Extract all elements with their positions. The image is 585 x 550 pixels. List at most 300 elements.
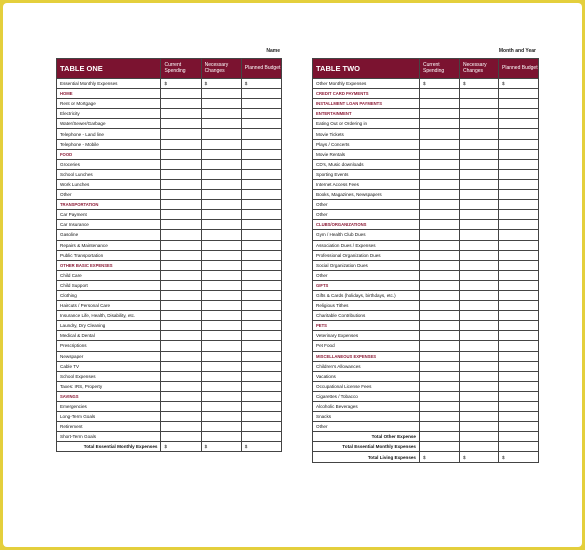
planned-budget-cell[interactable] xyxy=(241,240,281,250)
planned-budget-cell[interactable]: $ xyxy=(499,452,539,462)
planned-budget-cell[interactable] xyxy=(499,210,539,220)
planned-budget-cell[interactable] xyxy=(499,250,539,260)
row-label: Other xyxy=(313,270,420,280)
current-spending-cell[interactable] xyxy=(420,240,460,250)
necessary-changes-cell[interactable] xyxy=(201,240,241,250)
current-spending-cell[interactable] xyxy=(420,190,460,200)
planned-budget-cell[interactable] xyxy=(499,260,539,270)
necessary-changes-cell[interactable] xyxy=(201,169,241,179)
current-spending-cell[interactable] xyxy=(420,412,460,422)
current-spending-cell[interactable] xyxy=(161,311,201,321)
planned-budget-cell[interactable] xyxy=(241,402,281,412)
planned-budget-cell[interactable]: $ xyxy=(241,79,281,89)
planned-budget-cell[interactable] xyxy=(241,290,281,300)
current-spending-cell[interactable] xyxy=(161,290,201,300)
planned-budget-cell[interactable] xyxy=(241,422,281,432)
total-row xyxy=(313,432,539,442)
current-spending-cell[interactable] xyxy=(420,361,460,371)
row-label: Haircuts / Personal Care xyxy=(57,301,161,311)
planned-budget-cell[interactable] xyxy=(499,159,539,169)
necessary-changes-cell[interactable] xyxy=(201,139,241,149)
current-spending-cell[interactable] xyxy=(161,351,201,361)
current-spending-cell[interactable] xyxy=(420,220,460,230)
necessary-changes-cell[interactable] xyxy=(201,220,241,230)
table-row xyxy=(313,290,539,300)
current-spending-cell[interactable] xyxy=(420,89,460,99)
section-row xyxy=(57,391,282,401)
necessary-changes-cell[interactable] xyxy=(460,200,499,210)
necessary-changes-cell[interactable] xyxy=(201,311,241,321)
planned-budget-cell[interactable] xyxy=(499,169,539,179)
necessary-changes-cell[interactable] xyxy=(201,391,241,401)
planned-budget-cell[interactable] xyxy=(241,280,281,290)
section-heading: PETS xyxy=(313,321,420,331)
current-spending-cell[interactable] xyxy=(161,371,201,381)
necessary-changes-cell[interactable] xyxy=(460,290,499,300)
current-spending-cell[interactable] xyxy=(420,139,460,149)
planned-budget-cell[interactable] xyxy=(499,99,539,109)
planned-budget-cell[interactable] xyxy=(241,311,281,321)
current-spending-cell[interactable] xyxy=(161,220,201,230)
planned-budget-cell[interactable] xyxy=(499,109,539,119)
current-spending-cell[interactable] xyxy=(420,371,460,381)
current-spending-cell[interactable] xyxy=(420,391,460,401)
table-row xyxy=(57,321,282,331)
necessary-changes-cell[interactable] xyxy=(460,119,499,129)
name-line xyxy=(56,45,280,59)
planned-budget-cell[interactable] xyxy=(499,270,539,280)
current-spending-cell[interactable] xyxy=(161,119,201,129)
necessary-changes-cell[interactable] xyxy=(460,220,499,230)
col-current-spending: Current Spending xyxy=(161,59,201,79)
section-heading: INSTALLMENT LOAN PAYMENTS xyxy=(313,99,420,109)
planned-budget-cell[interactable] xyxy=(499,391,539,401)
current-spending-cell[interactable] xyxy=(161,159,201,169)
necessary-changes-cell[interactable] xyxy=(460,260,499,270)
row-label: Child Care xyxy=(57,270,161,280)
current-spending-cell[interactable] xyxy=(161,99,201,109)
section-heading: GIFTS xyxy=(313,280,420,290)
necessary-changes-cell[interactable] xyxy=(201,250,241,260)
planned-budget-cell[interactable] xyxy=(499,331,539,341)
necessary-changes-cell[interactable]: $ xyxy=(201,442,241,452)
table-one-title: TABLE ONE xyxy=(57,59,161,79)
row-label: Telephone - Mobile xyxy=(57,139,161,149)
current-spending-cell[interactable]: $ xyxy=(161,442,201,452)
table-row xyxy=(313,250,539,260)
necessary-changes-cell[interactable] xyxy=(201,371,241,381)
table-row xyxy=(313,391,539,401)
necessary-changes-cell[interactable] xyxy=(460,169,499,179)
necessary-changes-cell[interactable] xyxy=(460,89,499,99)
necessary-changes-cell[interactable] xyxy=(201,381,241,391)
necessary-changes-cell[interactable] xyxy=(201,341,241,351)
current-spending-cell[interactable] xyxy=(161,129,201,139)
planned-budget-cell[interactable] xyxy=(499,230,539,240)
planned-budget-cell[interactable] xyxy=(241,159,281,169)
row-label: Sporting Events xyxy=(313,169,420,179)
necessary-changes-cell[interactable] xyxy=(460,331,499,341)
planned-budget-cell[interactable] xyxy=(241,321,281,331)
current-spending-cell[interactable] xyxy=(161,139,201,149)
necessary-changes-cell[interactable] xyxy=(460,250,499,260)
planned-budget-cell[interactable] xyxy=(241,109,281,119)
current-spending-cell[interactable] xyxy=(420,270,460,280)
current-spending-cell[interactable]: $ xyxy=(420,452,460,462)
planned-budget-cell[interactable] xyxy=(241,230,281,240)
section-row xyxy=(57,89,282,99)
planned-budget-cell[interactable] xyxy=(241,139,281,149)
current-spending-cell[interactable] xyxy=(161,109,201,119)
current-spending-cell[interactable] xyxy=(420,260,460,270)
planned-budget-cell[interactable] xyxy=(499,220,539,230)
section-heading: CLUBS/ORGANIZATIONS xyxy=(313,220,420,230)
planned-budget-cell[interactable] xyxy=(241,391,281,401)
necessary-changes-cell[interactable] xyxy=(201,210,241,220)
current-spending-cell[interactable] xyxy=(161,210,201,220)
table-row xyxy=(313,402,539,412)
necessary-changes-cell[interactable] xyxy=(460,442,499,452)
necessary-changes-cell[interactable] xyxy=(460,190,499,200)
necessary-changes-cell[interactable] xyxy=(460,351,499,361)
planned-budget-cell[interactable] xyxy=(241,270,281,280)
current-spending-cell[interactable] xyxy=(161,341,201,351)
current-spending-cell[interactable] xyxy=(161,321,201,331)
total-row xyxy=(57,442,282,452)
planned-budget-cell[interactable] xyxy=(241,149,281,159)
total-row xyxy=(313,442,539,452)
planned-budget-cell[interactable] xyxy=(241,119,281,129)
current-spending-cell[interactable] xyxy=(420,381,460,391)
necessary-changes-cell[interactable] xyxy=(460,139,499,149)
planned-budget-cell[interactable] xyxy=(241,169,281,179)
necessary-changes-cell[interactable] xyxy=(460,159,499,169)
table-row xyxy=(313,301,539,311)
necessary-changes-cell[interactable] xyxy=(460,321,499,331)
row-label: Other xyxy=(313,200,420,210)
planned-budget-cell[interactable] xyxy=(241,351,281,361)
necessary-changes-cell[interactable] xyxy=(460,230,499,240)
col-planned-budget: Planned Budget xyxy=(499,59,539,79)
necessary-changes-cell[interactable] xyxy=(460,402,499,412)
row-label: Veterinary Expenses xyxy=(313,331,420,341)
section-heading: OTHER BASIC EXPENSES xyxy=(57,260,161,270)
planned-budget-cell[interactable] xyxy=(499,321,539,331)
necessary-changes-cell[interactable] xyxy=(201,402,241,412)
current-spending-cell[interactable] xyxy=(420,422,460,432)
current-spending-cell[interactable] xyxy=(420,341,460,351)
planned-budget-cell[interactable] xyxy=(499,149,539,159)
planned-budget-cell[interactable] xyxy=(499,422,539,432)
current-spending-cell[interactable] xyxy=(420,119,460,129)
row-label: Essential Monthly Expenses xyxy=(57,79,161,89)
table-row xyxy=(57,109,282,119)
current-spending-cell[interactable] xyxy=(161,179,201,189)
month-year-line xyxy=(312,45,536,59)
row-label: Occupational License Fees xyxy=(313,381,420,391)
section-row xyxy=(313,109,539,119)
necessary-changes-cell[interactable] xyxy=(201,270,241,280)
planned-budget-cell[interactable] xyxy=(499,432,539,442)
necessary-changes-cell[interactable] xyxy=(201,190,241,200)
table-row xyxy=(313,139,539,149)
table-row xyxy=(313,260,539,270)
necessary-changes-cell[interactable] xyxy=(460,412,499,422)
current-spending-cell[interactable] xyxy=(420,109,460,119)
current-spending-cell[interactable] xyxy=(420,230,460,240)
current-spending-cell[interactable] xyxy=(161,260,201,270)
current-spending-cell[interactable] xyxy=(420,301,460,311)
planned-budget-cell[interactable] xyxy=(241,381,281,391)
planned-budget-cell[interactable] xyxy=(241,220,281,230)
planned-budget-cell[interactable] xyxy=(499,442,539,452)
table-row xyxy=(57,270,282,280)
row-label: Total Other Expense xyxy=(313,432,420,442)
current-spending-cell[interactable] xyxy=(161,149,201,159)
current-spending-cell[interactable] xyxy=(420,159,460,169)
necessary-changes-cell[interactable] xyxy=(460,381,499,391)
planned-budget-cell[interactable] xyxy=(499,200,539,210)
necessary-changes-cell[interactable] xyxy=(201,422,241,432)
table-row xyxy=(313,149,539,159)
planned-budget-cell[interactable] xyxy=(241,331,281,341)
table-row xyxy=(57,79,282,89)
necessary-changes-cell[interactable] xyxy=(201,179,241,189)
current-spending-cell[interactable] xyxy=(420,179,460,189)
table-row xyxy=(57,331,282,341)
current-spending-cell[interactable] xyxy=(420,250,460,260)
necessary-changes-cell[interactable] xyxy=(460,301,499,311)
row-label: Alcoholic Beverages xyxy=(313,402,420,412)
current-spending-cell[interactable] xyxy=(161,412,201,422)
table-row xyxy=(57,139,282,149)
row-label: Gifts & Cards (holidays, birthdays, etc.) xyxy=(313,290,420,300)
planned-budget-cell[interactable] xyxy=(241,129,281,139)
necessary-changes-cell[interactable] xyxy=(460,270,499,280)
planned-budget-cell[interactable] xyxy=(499,240,539,250)
necessary-changes-cell[interactable] xyxy=(201,280,241,290)
table-row xyxy=(313,190,539,200)
necessary-changes-cell[interactable] xyxy=(201,230,241,240)
necessary-changes-cell[interactable] xyxy=(201,412,241,422)
planned-budget-cell[interactable] xyxy=(499,311,539,321)
current-spending-cell[interactable] xyxy=(420,442,460,452)
necessary-changes-cell[interactable] xyxy=(201,290,241,300)
necessary-changes-cell[interactable] xyxy=(460,311,499,321)
necessary-changes-cell[interactable] xyxy=(460,210,499,220)
table-row xyxy=(57,341,282,351)
section-row xyxy=(57,260,282,270)
current-spending-cell[interactable] xyxy=(161,361,201,371)
planned-budget-cell[interactable] xyxy=(499,119,539,129)
necessary-changes-cell[interactable] xyxy=(460,371,499,381)
necessary-changes-cell[interactable] xyxy=(201,129,241,139)
section-heading: TRANSPORTATION xyxy=(57,200,161,210)
current-spending-cell[interactable] xyxy=(161,301,201,311)
planned-budget-cell[interactable]: $ xyxy=(499,79,539,89)
section-heading: FOOD xyxy=(57,149,161,159)
necessary-changes-cell[interactable]: $ xyxy=(201,79,241,89)
necessary-changes-cell[interactable] xyxy=(460,109,499,119)
necessary-changes-cell[interactable] xyxy=(201,89,241,99)
current-spending-cell[interactable] xyxy=(161,270,201,280)
current-spending-cell[interactable] xyxy=(420,402,460,412)
necessary-changes-cell[interactable] xyxy=(460,280,499,290)
necessary-changes-cell[interactable] xyxy=(201,432,241,442)
necessary-changes-cell[interactable] xyxy=(201,331,241,341)
current-spending-cell[interactable] xyxy=(161,230,201,240)
table-row xyxy=(57,179,282,189)
current-spending-cell[interactable] xyxy=(161,89,201,99)
planned-budget-cell[interactable] xyxy=(499,341,539,351)
planned-budget-cell[interactable] xyxy=(241,301,281,311)
planned-budget-cell[interactable] xyxy=(499,412,539,422)
row-label: Plays / Concerts xyxy=(313,139,420,149)
current-spending-cell[interactable]: $ xyxy=(420,79,460,89)
row-label: Taxes: IRS, Property xyxy=(57,381,161,391)
current-spending-cell[interactable] xyxy=(161,240,201,250)
necessary-changes-cell[interactable] xyxy=(460,432,499,442)
current-spending-cell[interactable] xyxy=(161,250,201,260)
table-row xyxy=(57,311,282,321)
necessary-changes-cell[interactable] xyxy=(201,351,241,361)
current-spending-cell[interactable] xyxy=(161,331,201,341)
budget-worksheet xyxy=(50,45,548,493)
planned-budget-cell[interactable] xyxy=(241,99,281,109)
current-spending-cell[interactable]: $ xyxy=(161,79,201,89)
necessary-changes-cell[interactable] xyxy=(460,179,499,189)
planned-budget-cell[interactable] xyxy=(241,412,281,422)
planned-budget-cell[interactable] xyxy=(499,371,539,381)
current-spending-cell[interactable] xyxy=(420,432,460,442)
planned-budget-cell[interactable] xyxy=(499,351,539,361)
current-spending-cell[interactable] xyxy=(420,321,460,331)
table-row xyxy=(57,210,282,220)
necessary-changes-cell[interactable] xyxy=(460,422,499,432)
row-label: Total Living Expenses xyxy=(313,452,420,462)
necessary-changes-cell[interactable] xyxy=(201,200,241,210)
current-spending-cell[interactable] xyxy=(161,391,201,401)
necessary-changes-cell[interactable] xyxy=(201,149,241,159)
row-label: Gym / Health Club Dues xyxy=(313,230,420,240)
planned-budget-cell[interactable] xyxy=(241,432,281,442)
planned-budget-cell[interactable] xyxy=(499,361,539,371)
row-label: Social Organization Dues xyxy=(313,260,420,270)
month-year-label: Month and Year xyxy=(498,48,536,54)
planned-budget-cell[interactable] xyxy=(241,210,281,220)
current-spending-cell[interactable] xyxy=(420,200,460,210)
necessary-changes-cell[interactable]: $ xyxy=(460,79,499,89)
planned-budget-cell[interactable] xyxy=(499,179,539,189)
necessary-changes-cell[interactable] xyxy=(201,301,241,311)
current-spending-cell[interactable] xyxy=(161,200,201,210)
current-spending-cell[interactable] xyxy=(161,280,201,290)
current-spending-cell[interactable] xyxy=(161,402,201,412)
row-label: Snacks xyxy=(313,412,420,422)
necessary-changes-cell[interactable] xyxy=(201,361,241,371)
planned-budget-cell[interactable] xyxy=(241,89,281,99)
current-spending-cell[interactable] xyxy=(161,169,201,179)
necessary-changes-cell[interactable] xyxy=(201,119,241,129)
planned-budget-cell[interactable] xyxy=(241,250,281,260)
necessary-changes-cell[interactable] xyxy=(201,159,241,169)
necessary-changes-cell[interactable] xyxy=(201,260,241,270)
necessary-changes-cell[interactable]: $ xyxy=(460,452,499,462)
planned-budget-cell[interactable] xyxy=(241,341,281,351)
planned-budget-cell[interactable] xyxy=(499,89,539,99)
current-spending-cell[interactable] xyxy=(420,129,460,139)
planned-budget-cell[interactable] xyxy=(241,200,281,210)
current-spending-cell[interactable] xyxy=(420,331,460,341)
necessary-changes-cell[interactable] xyxy=(201,99,241,109)
necessary-changes-cell[interactable] xyxy=(460,341,499,351)
necessary-changes-cell[interactable] xyxy=(201,109,241,119)
row-label: Books, Magazines, Newspapers xyxy=(313,190,420,200)
necessary-changes-cell[interactable] xyxy=(460,99,499,109)
table-row xyxy=(313,311,539,321)
current-spending-cell[interactable] xyxy=(420,210,460,220)
necessary-changes-cell[interactable] xyxy=(460,240,499,250)
table-two-title: TABLE TWO xyxy=(313,59,420,79)
table-row xyxy=(57,220,282,230)
necessary-changes-cell[interactable] xyxy=(460,129,499,139)
planned-budget-cell[interactable] xyxy=(499,280,539,290)
current-spending-cell[interactable] xyxy=(420,149,460,159)
planned-budget-cell[interactable] xyxy=(499,190,539,200)
necessary-changes-cell[interactable] xyxy=(201,321,241,331)
necessary-changes-cell[interactable] xyxy=(460,149,499,159)
section-row xyxy=(313,99,539,109)
current-spending-cell[interactable] xyxy=(420,290,460,300)
planned-budget-cell[interactable] xyxy=(499,381,539,391)
current-spending-cell[interactable] xyxy=(161,190,201,200)
planned-budget-cell[interactable] xyxy=(241,179,281,189)
planned-budget-cell[interactable]: $ xyxy=(241,442,281,452)
current-spending-cell[interactable] xyxy=(420,169,460,179)
table-row xyxy=(313,230,539,240)
table-row xyxy=(313,331,539,341)
planned-budget-cell[interactable] xyxy=(499,139,539,149)
table-row xyxy=(313,200,539,210)
planned-budget-cell[interactable] xyxy=(241,361,281,371)
current-spending-cell[interactable] xyxy=(161,381,201,391)
current-spending-cell[interactable] xyxy=(161,432,201,442)
row-label: Total Essential Monthly Expenses xyxy=(313,442,420,452)
planned-budget-cell[interactable] xyxy=(241,190,281,200)
planned-budget-cell[interactable] xyxy=(499,129,539,139)
current-spending-cell[interactable] xyxy=(420,99,460,109)
planned-budget-cell[interactable] xyxy=(241,371,281,381)
row-label: Car Insurance xyxy=(57,220,161,230)
row-label: Medical & Dental xyxy=(57,331,161,341)
current-spending-cell[interactable] xyxy=(161,422,201,432)
table-row xyxy=(313,341,539,351)
current-spending-cell[interactable] xyxy=(420,351,460,361)
planned-budget-cell[interactable] xyxy=(241,260,281,270)
planned-budget-cell[interactable] xyxy=(499,402,539,412)
planned-budget-cell[interactable] xyxy=(499,290,539,300)
row-label: Telephone - Land line xyxy=(57,129,161,139)
current-spending-cell[interactable] xyxy=(420,311,460,321)
row-label: Vacations xyxy=(313,371,420,381)
table-row xyxy=(313,210,539,220)
necessary-changes-cell[interactable] xyxy=(460,361,499,371)
current-spending-cell[interactable] xyxy=(420,280,460,290)
row-label: Rent or Mortgage xyxy=(57,99,161,109)
section-row xyxy=(313,89,539,99)
necessary-changes-cell[interactable] xyxy=(460,391,499,401)
planned-budget-cell[interactable] xyxy=(499,301,539,311)
